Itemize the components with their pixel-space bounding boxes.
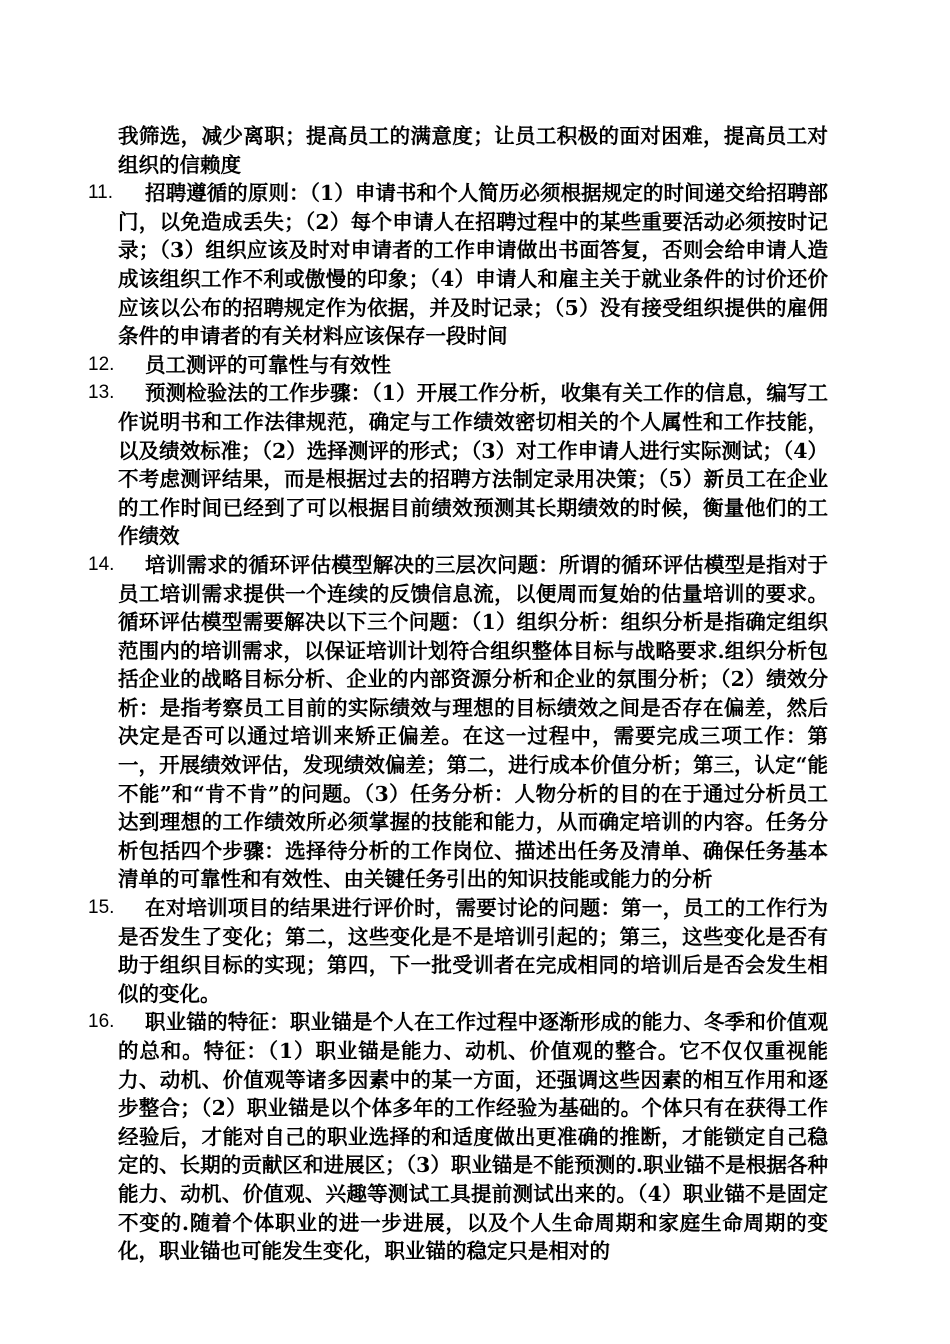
list-item-14: [88, 551, 828, 894]
item-text: 职业锚的特征：职业锚是个人在工作过程中逐渐形成的能力、冬季和价值观的总和。特征：（1）职业锚是能力、动机、价值观的整合。它不仅仅重视能力、动机、价值观等诸多因素中的某一方面，还强调这些因素的相互作用和逐步整合；（2）职业锚是以个体多年的工作经验为基础的。个体只有在获得工作经验后，才能对自己的职业选择的和适度做出更准确的推断，才能锁定自己稳定的、长期的贡献区和进展区；（3）职业锚是不能预测的.职业锚不是根据各种能力、动机、价值观、兴趣等测试工具提前测试出来的。（4）职业锚不是固定不变的.随着个体职业的进一步进展，以及个人生命周期和家庭生命周期的变化，职业锚也可能发生变化，职业锚的稳定只是相对的: [118, 1010, 828, 1264]
item-text: 在对培训项目的结果进行评价时，需要讨论的问题：第一，员工的工作行为是否发生了变化；第二，这些变化是不是培训引起的；第三，这些变化是否有助于组织目标的实现；第四，下一批受训者在完成相同的培训后是否会发生相似的变化。: [118, 896, 828, 1006]
item-number: 16.: [88, 1011, 115, 1033]
item-number: 13.: [88, 382, 115, 404]
item-text: 培训需求的循环评估模型解决的三层次问题：所谓的循环评估模型是指对于员工培训需求提供一个连续的反馈信息流，以便周而复始的估量培训的要求。循环评估模型需要解决以下三个问题：（1）组织分析：组织分析是指确定组织范围内的培训需求，以保证培训计划符合组织整体目标与战略要求.组织分析包括企业的战略目标分析、企业的内部资源分析和企业的氛围分析；（2）绩效分析：是指考察员工目前的实际绩效与理想的目标绩效之间是否存在偏差，然后决定是否可以通过培训来矫正偏差。在这一过程中，需要完成三项工作：第一，开展绩效评估，发现绩效偏差；第二，进行成本价值分析；第三，认定“能不能”和“肯不肯”的问题。（3）任务分析：人物分析的目的在于通过分析员工达到理想的工作绩效所必须掌握的技能和能力，从而确定培训的内容。任务分析包括四个步骤：选择待分析的工作岗位、描述出任务及清单、确保任务基本清单的可靠性和有效性、由关键任务引出的知识技能或能力的分析: [118, 552, 828, 892]
list-item-16: [88, 1008, 828, 1265]
list-item-11: [88, 179, 828, 351]
item-number: 15.: [88, 897, 115, 919]
item-number: 12.: [88, 353, 115, 375]
item-text: 预测检验法的工作步骤：（1）开展工作分析，收集有关工作的信息，编写工作说明书和工作法律规范，确定与工作绩效密切相关的个人属性和工作技能，以及绩效标准；（2）选择测评的形式；（3）对工作申请人进行实际测试；（4）不考虑测评结果，而是根据过去的招聘方法制定录用决策；（5）新员工在企业的工作时间已经到了可以根据目前绩效预测其长期绩效的时候，衡量他们的工作绩效: [118, 381, 828, 549]
item-text: 员工测评的可靠性与有效性: [145, 352, 391, 377]
item-number: 11.: [88, 182, 114, 204]
item-text: 招聘遵循的原则：（1）申请书和个人简历必须根据规定的时间递交给招聘部门，以免造成丢失；（2）每个申请人在招聘过程中的某些重要活动必须按时记录；（3）组织应该及时对申请者的工作申请做出书面答复，否则会给申请人造成该组织工作不利或傲慢的印象；（4）申请人和雇主关于就业条件的讨价还价应该以公布的招聘规定作为依据，并及时记录；（5）没有接受组织提供的雇佣条件的申请者的有关材料应该保存一段时间: [118, 181, 828, 349]
document-body: [88, 122, 828, 1266]
list-item-15: [88, 894, 828, 1008]
list-item-13: [88, 379, 828, 551]
item-number: 14.: [88, 553, 115, 575]
list-item-12: [88, 351, 828, 380]
continued-paragraph: 我筛选，减少离职；提高员工的满意度；让员工积极的面对困难，提高员工对组织的信赖度: [118, 124, 828, 177]
